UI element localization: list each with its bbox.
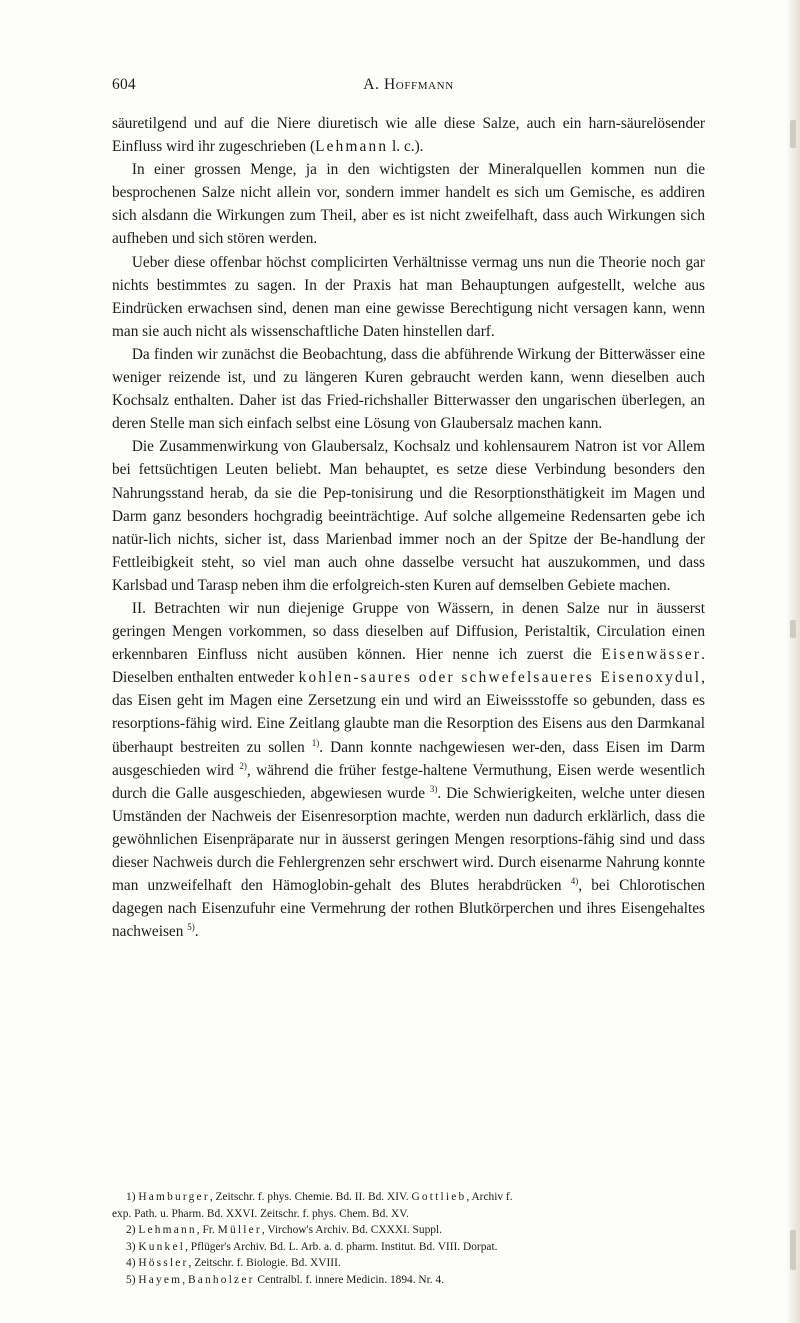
text-run: . xyxy=(194,923,199,941)
paragraph xyxy=(112,251,705,343)
author-name: Müller xyxy=(217,1224,262,1237)
text-run: . Dann konnte nachgewiesen wer-den, dass Eisen im Darm ausgeschieden wird xyxy=(112,738,705,779)
author-name: Hössler xyxy=(138,1257,189,1270)
emphasis: Eisenwässer xyxy=(601,646,702,664)
footnote-number: 1) xyxy=(126,1191,139,1203)
author-name: Hayem xyxy=(138,1273,183,1286)
footnote-number: 3) xyxy=(126,1240,139,1253)
footnote-ref[interactable]: 1) xyxy=(311,737,320,748)
text-run: In einer grossen Menge, ja in den wichtigsten der Mineralquellen kommen nun die besprochenen Salze nicht allein vor, sondern immer handelt es sich um Gemische, es addiren sich alsdann die Wirkungen zum Theil, aber es ist nicht zweifelhaft, dass auch Wirkungen sich aufheben und sich stören werden. xyxy=(112,161,705,248)
citation: Centralbl. f. innere Medicin. 1894. Nr. 4. xyxy=(254,1273,445,1286)
footnotes xyxy=(112,1189,705,1289)
author-name: Lehmann xyxy=(138,1224,197,1237)
footnote xyxy=(112,1222,705,1239)
author-name: Gottlieb xyxy=(411,1191,467,1203)
emphasis: kohlen-saures oder schwefelsaueres Eisenoxydul xyxy=(298,669,702,687)
text-run: l. c.). xyxy=(388,138,424,156)
footnote-ref[interactable]: 2) xyxy=(239,760,247,771)
citation: , Archiv f. xyxy=(466,1191,513,1203)
edge-mark xyxy=(790,620,796,638)
paragraph xyxy=(112,158,705,250)
footnote-number: 4) xyxy=(126,1257,139,1270)
author-name: Banholzer xyxy=(187,1273,255,1286)
citation: , xyxy=(182,1273,188,1286)
text-run: II. Betrachten wir nun diejenige Gruppe von Wässern, in denen Salze nur in äusserst geringen Mengen vorkommen, so dass dieselben auf Diffusion, Peristaltik, Circulation einen erkennbaren Einfluss nicht ausüben können. Hier nenne ich zuerst die xyxy=(112,599,705,664)
footnote xyxy=(112,1189,705,1206)
citation: exp. Path. u. Pharm. Bd. XXVI. Zeitschr. f. phys. Chem. Bd. XV. xyxy=(112,1207,409,1220)
footnote-continuation xyxy=(112,1206,705,1223)
text-run: , das Eisen geht im Magen eine Zersetzung ein und wird an Eiweissstoffe so gebunden, dass es resorptions-fähig wird. Eine Zeitlang glaubte man die Resorption des Eisens aus den Darmkanal überhaupt bestreiten zu sollen xyxy=(112,669,705,756)
citation: , Zeitschr. f. Biologie. Bd. XVIII. xyxy=(188,1257,341,1270)
author-name: Lehmann xyxy=(315,138,389,156)
citation: , Fr. xyxy=(196,1224,218,1237)
page-number: 604 xyxy=(112,76,136,93)
edge-mark xyxy=(790,1230,796,1270)
text-run: . Die Schwierigkeiten, welche unter diesen Umständen der Nachweis der Eisenresorption machte, werden nun dadurch erklärlich, dass die gewöhnlichen Eisenpräparate nur in äusserst geringen Mengen resorptions-fähig sind und dass dieser Nachweis durch die Fehlergrenzen sehr erschwert wird. Durch eisenarme Nahrung konnte man unzweifelhaft den Hämoglobin-gehalt des Blutes herabdrücken xyxy=(112,784,705,895)
text-run: Da finden wir zunächst die Beobachtung, dass die abführende Wirkung der Bitterwässer eine weniger reizende ist, und zu längeren Kuren gebraucht werden kann, wenn dieselben auch Kochsalz enthalten. Daher ist das Fried-richshaller Bitterwasser den ungarischen überlegen, an deren Stelle man sich einfach selbst eine Lösung von Glaubersalz machen kann. xyxy=(112,345,705,433)
page-edge xyxy=(786,0,800,1323)
footnote-number: 5) xyxy=(126,1273,139,1286)
text-run: Ueber diese offenbar höchst complicirten Verhältnisse vermag uns nun die Theorie noch gar nichts bestimmtes zu sagen. In der Praxis hat man Behauptungen aufgestellt, welche aus Eindrücken erwachsen sind, denen man eine gewisse Berechtigung nicht versagen kann, wenn man sie auch nicht als wissenschaftliche Daten hinstellen darf. xyxy=(112,253,705,340)
footnote-number: 2) xyxy=(126,1224,139,1237)
running-head-author: A. Hoffmann xyxy=(363,76,454,93)
paragraph xyxy=(112,112,705,158)
text-run: Die Zusammenwirkung von Glaubersalz, Kochsalz und kohlensaurem Natron ist vor Allem bei fettsüchtigen Leuten beliebt. Man behauptet, es setze diese Verbindung besonders den Nahrungsstand herab, da sie die Pep-tonisirung und die Resorptionsthätigkeit im Magen und Darm ganz besonders hochgradig beeinträchtige. Auf solche allgemeine Redensarten gebe ich natür-lich nichts, sicher ist, dass Marienbad immer noch an der Spitze der Be-handlung der Fettleibigkeit steht, so viel man auch ohne dasselbe versucht hat auszukommen, und dass Karlsbad und Tarasp neben ihm die erfolgreich-sten Kuren auf demselben Gebiete machen. xyxy=(112,438,705,594)
author-name: Hamburger xyxy=(138,1191,210,1203)
citation: , Pflüger's Archiv. Bd. L. Arb. a. d. pharm. Institut. Bd. VIII. Dorpat. xyxy=(185,1240,498,1253)
text-run: , während die früher festge-haltene Vermuthung, Eisen werde wesentlich durch die Galle ausgeschieden, abgewiesen wurde xyxy=(112,761,705,802)
footnote-ref[interactable]: 3) xyxy=(429,783,438,794)
paragraph xyxy=(112,343,705,435)
footnote xyxy=(112,1272,705,1289)
text-run: säuretilgend und auf die Niere diuretisch wie alle diese Salze, auch ein harn-säurelösender Einfluss wird ihr zugeschrieben ( xyxy=(112,115,705,156)
footnote xyxy=(112,1255,705,1272)
footnote-ref[interactable]: 5) xyxy=(187,922,195,933)
citation: , Virchow's Archiv. Bd. CXXXI. Suppl. xyxy=(261,1224,442,1237)
citation: , Zeitschr. f. phys. Chemie. Bd. II. Bd. XIV. xyxy=(209,1191,412,1203)
paragraph xyxy=(112,597,705,943)
edge-mark xyxy=(790,120,796,148)
author-name: Kunkel xyxy=(138,1240,186,1253)
running-head xyxy=(112,76,705,98)
footnote-ref[interactable]: 4) xyxy=(570,876,579,887)
body-text xyxy=(112,112,705,943)
text-run: , bei Chlorotischen dagegen nach Eisenzufuhr eine Vermehrung der rothen Blutkörperchen und ihres Eisengehaltes nachweisen xyxy=(112,877,706,941)
footnote xyxy=(112,1239,705,1256)
text-run: . Dieselben enthalten entweder xyxy=(112,646,705,687)
paragraph xyxy=(112,435,705,597)
